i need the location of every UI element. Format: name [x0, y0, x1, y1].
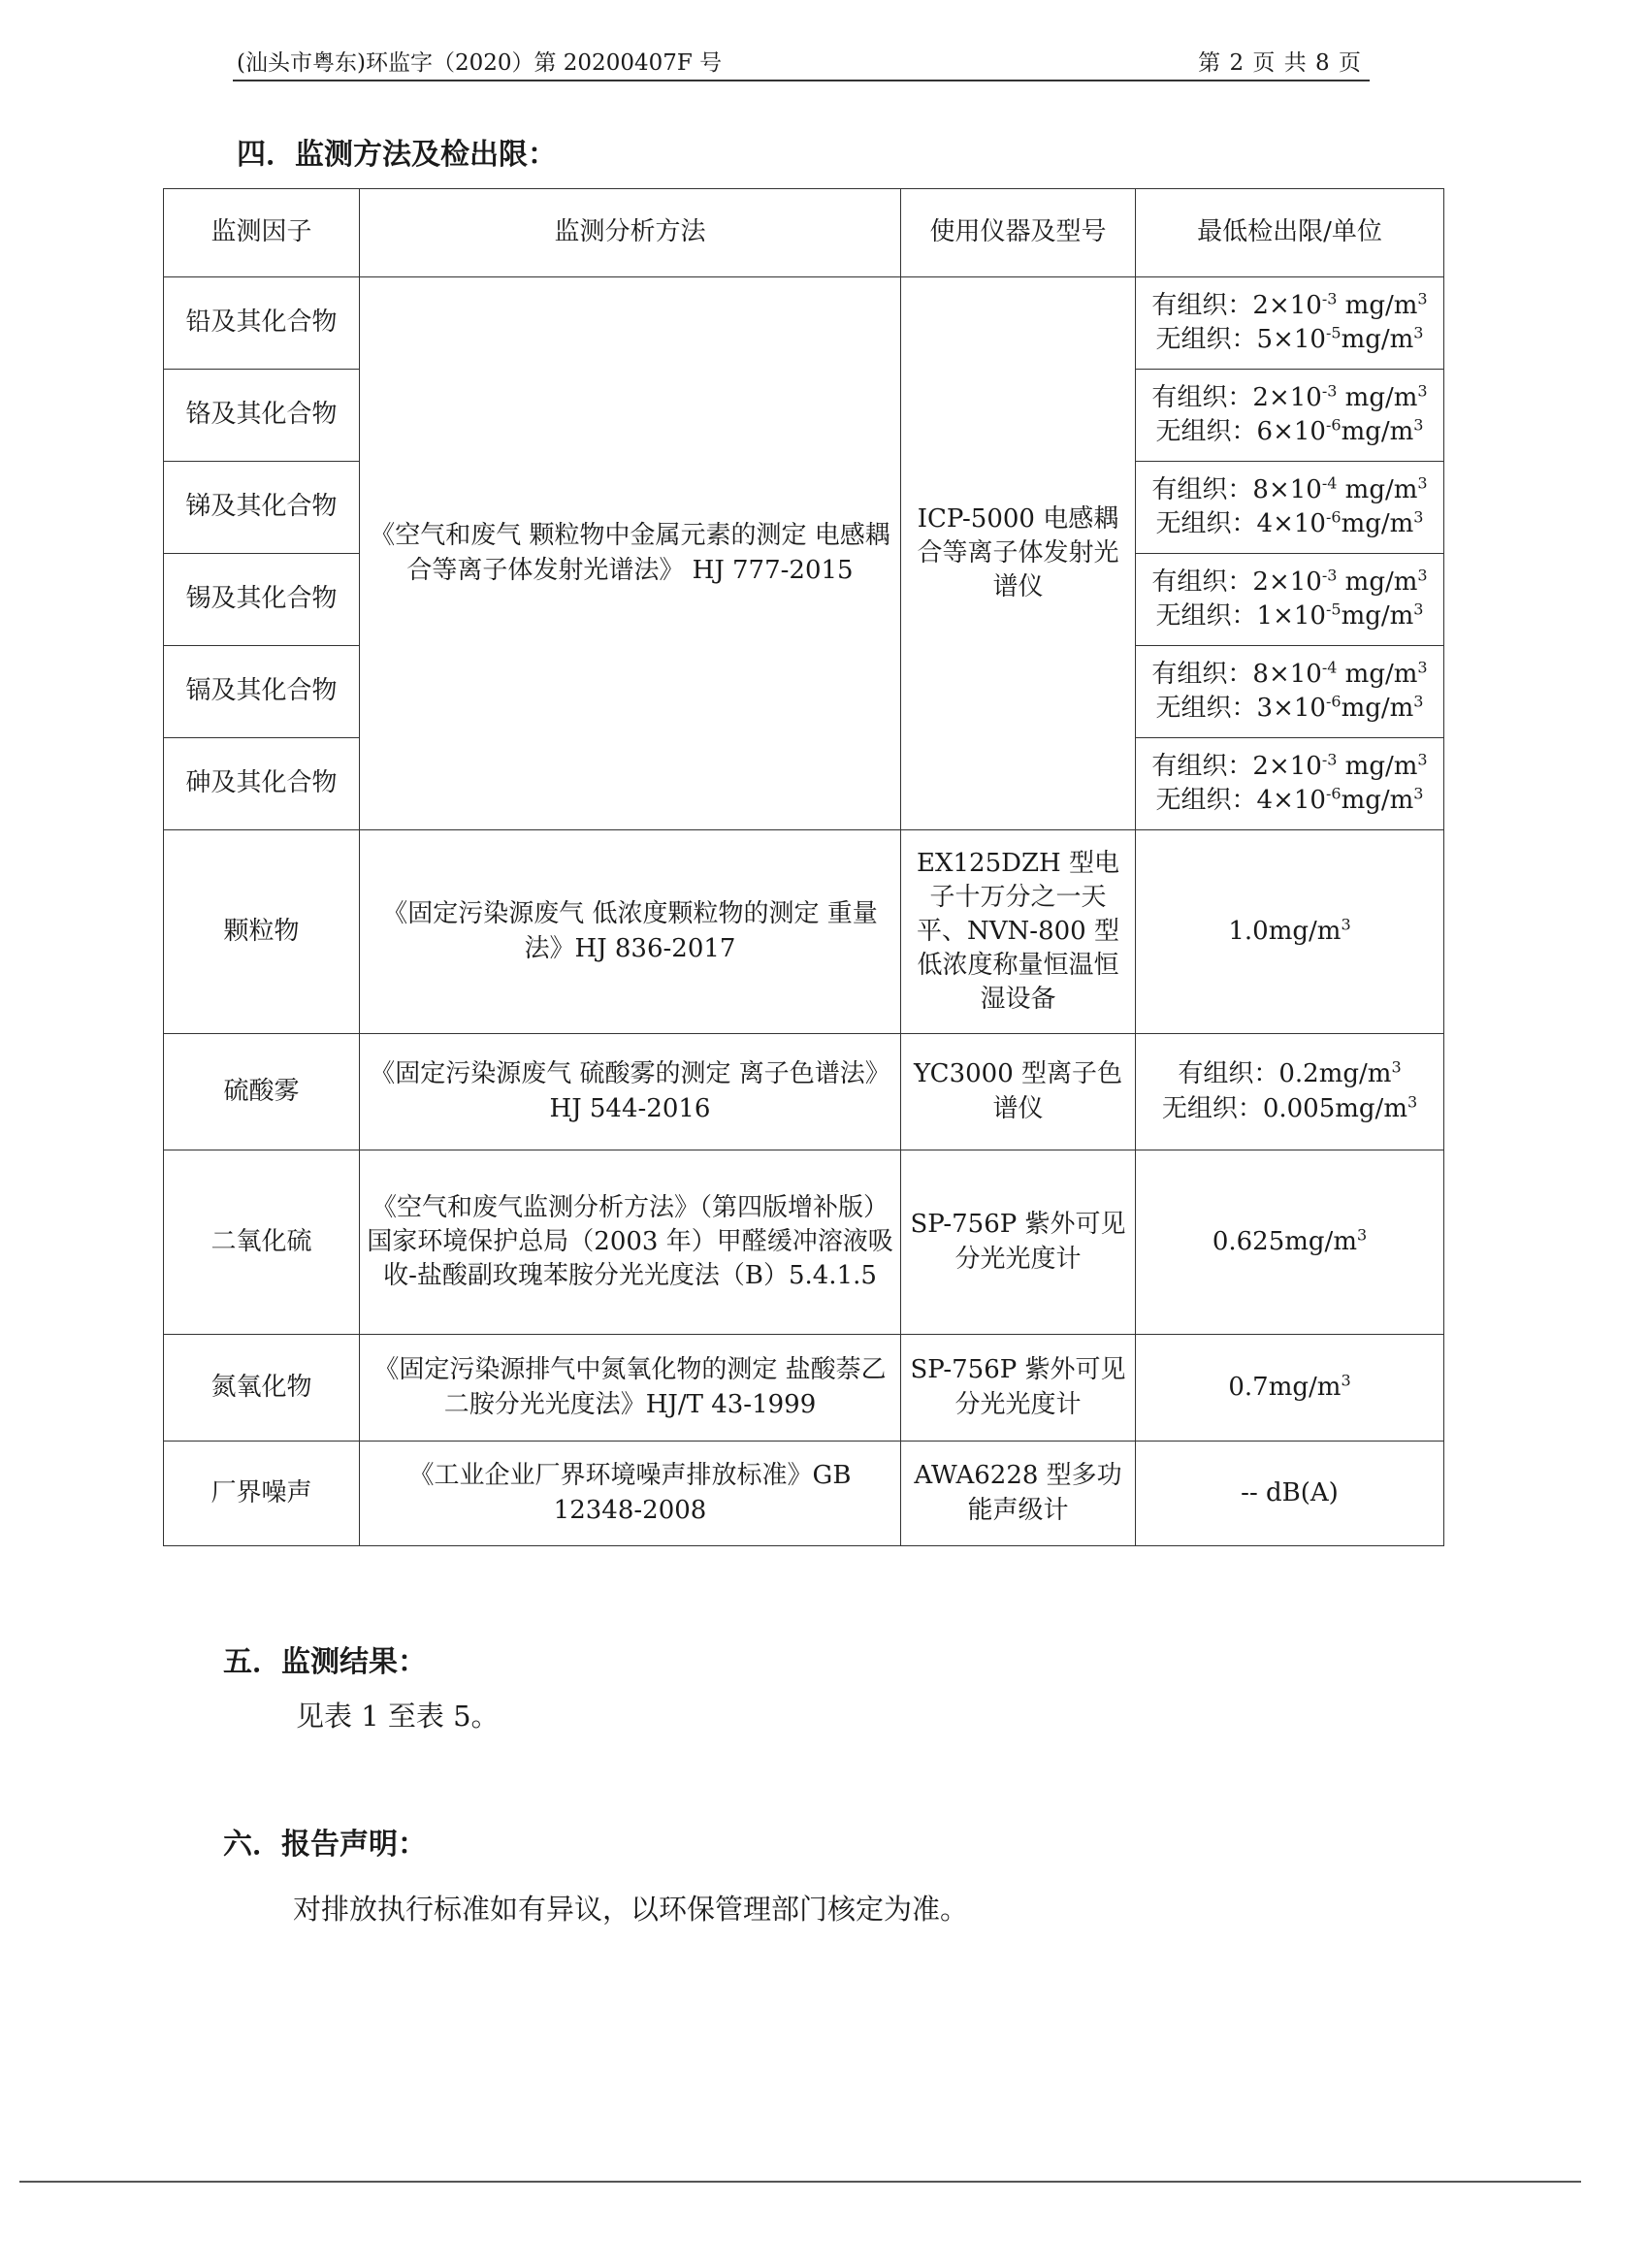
section-4-title: 四．监测方法及检出限： [237, 138, 557, 172]
limit-cell: $0.7mg/m^3$ [1136, 1335, 1444, 1442]
factor-cell: 厂界噪声 [164, 1442, 360, 1546]
factor-cell: 二氧化硫 [164, 1150, 360, 1335]
table-header-row [164, 189, 1444, 277]
header-factor: 监测因子 [164, 189, 360, 277]
method-cell: 《空气和废气监测分析方法》（第四版增补版）国家环境保护总局（2003 年）甲醛缓冲溶液吸收-盐酸副玫瑰苯胺分光光度法（B）5.4.1.5 [360, 1150, 901, 1335]
organized-limit: 有组织：$2\times 10^{-3}$ $mg/m^3$ [1151, 289, 1428, 320]
limit-cell: $1.0mg/m^3$ [1136, 830, 1444, 1034]
page-header [233, 41, 1370, 81]
factor-cell: 锡及其化合物 [164, 554, 360, 646]
unorganized-limit: 无组织：$3\times 10^{-6}mg/m^3$ [1155, 692, 1424, 723]
organized-limit: 有组织：$0.2mg/m^3$ [1178, 1057, 1402, 1089]
unorganized-limit: 无组织：$4\times 10^{-6}mg/m^3$ [1155, 784, 1424, 815]
metal-method-cell: 《空气和废气 颗粒物中金属元素的测定 电感耦合等离子体发射光谱法》 HJ 777-2015 [360, 277, 901, 830]
section-5-title: 五．监测结果： [223, 1645, 427, 1679]
table-row [164, 1034, 1444, 1150]
unorganized-limit: 无组织：$5\times 10^{-5}mg/m^3$ [1155, 323, 1424, 354]
section-5-text: 见表 1 至表 5。 [296, 1700, 500, 1733]
limit-cell: $0.625mg/m^3$ [1136, 1150, 1444, 1335]
header-instrument: 使用仪器及型号 [901, 189, 1136, 277]
section-6-text: 对排放执行标准如有异议，以环保管理部门核定为准。 [293, 1893, 969, 1926]
organized-limit: 有组织：$2\times 10^{-3}$ $mg/m^3$ [1151, 381, 1428, 412]
organized-limit: 有组织：$8\times 10^{-4}$ $mg/m^3$ [1151, 473, 1428, 504]
instrument-cell: SP-756P 紫外可见分光光度计 [901, 1335, 1136, 1442]
method-cell: 《固定污染源废气 硫酸雾的测定 离子色谱法》HJ 544-2016 [360, 1034, 901, 1150]
factor-cell: 硫酸雾 [164, 1034, 360, 1150]
table-row [164, 830, 1444, 1034]
unorganized-limit: 无组织：$1\times 10^{-5}mg/m^3$ [1155, 599, 1424, 631]
instrument-cell: AWA6228 型多功能声级计 [901, 1442, 1136, 1546]
instrument-cell: YC3000 型离子色谱仪 [901, 1034, 1136, 1150]
unorganized-limit: 无组织：$6\times 10^{-6}mg/m^3$ [1155, 415, 1424, 446]
table-row [164, 1150, 1444, 1335]
organized-limit: 有组织：$2\times 10^{-3}$ $mg/m^3$ [1151, 566, 1428, 597]
limit-cell [1136, 554, 1444, 646]
organized-limit: 有组织：$2\times 10^{-3}$ $mg/m^3$ [1151, 750, 1428, 781]
metal-instrument-cell: ICP-5000 电感耦合等离子体发射光谱仪 [901, 277, 1136, 830]
limit-cell [1136, 370, 1444, 462]
section-6-title: 六．报告声明： [223, 1828, 427, 1862]
factor-cell: 氮氧化物 [164, 1335, 360, 1442]
limit-cell [1136, 738, 1444, 830]
header-method: 监测分析方法 [360, 189, 901, 277]
table-row [164, 1335, 1444, 1442]
unorganized-limit: 无组织：$0.005mg/m^3$ [1161, 1091, 1418, 1123]
table-row [164, 1442, 1444, 1546]
method-cell: 《工业企业厂界环境噪声排放标准》GB 12348-2008 [360, 1442, 901, 1546]
factor-cell: 颗粒物 [164, 830, 360, 1034]
organized-limit: 有组织：$8\times 10^{-4}$ $mg/m^3$ [1151, 658, 1428, 689]
factor-cell: 砷及其化合物 [164, 738, 360, 830]
scan-bottom-edge [19, 2181, 1581, 2183]
factor-cell: 镉及其化合物 [164, 646, 360, 738]
limit-cell [1136, 277, 1444, 370]
limit-cell [1136, 462, 1444, 554]
factor-cell: 铅及其化合物 [164, 277, 360, 370]
factor-cell: 锑及其化合物 [164, 462, 360, 554]
methods-table [163, 188, 1444, 1546]
limit-cell [1136, 1034, 1444, 1150]
method-cell: 《固定污染源废气 低浓度颗粒物的测定 重量法》HJ 836-2017 [360, 830, 901, 1034]
header-detection-limit: 最低检出限/单位 [1136, 189, 1444, 277]
limit-cell: -- dB(A) [1136, 1442, 1444, 1546]
table-row [164, 277, 1444, 370]
limit-cell [1136, 646, 1444, 738]
unorganized-limit: 无组织：$4\times 10^{-6}mg/m^3$ [1155, 507, 1424, 538]
factor-cell: 铬及其化合物 [164, 370, 360, 462]
document-number: (汕头市粤东)环监字（2020）第 20200407F 号 [237, 50, 723, 76]
page-indicator: 第 2 页 共 8 页 [1198, 50, 1362, 76]
instrument-cell: SP-756P 紫外可见分光光度计 [901, 1150, 1136, 1335]
instrument-cell: EX125DZH 型电子十万分之一天平、NVN-800 型低浓度称量恒温恒湿设备 [901, 830, 1136, 1034]
method-cell: 《固定污染源排气中氮氧化物的测定 盐酸萘乙二胺分光光度法》HJ/T 43-1999 [360, 1335, 901, 1442]
